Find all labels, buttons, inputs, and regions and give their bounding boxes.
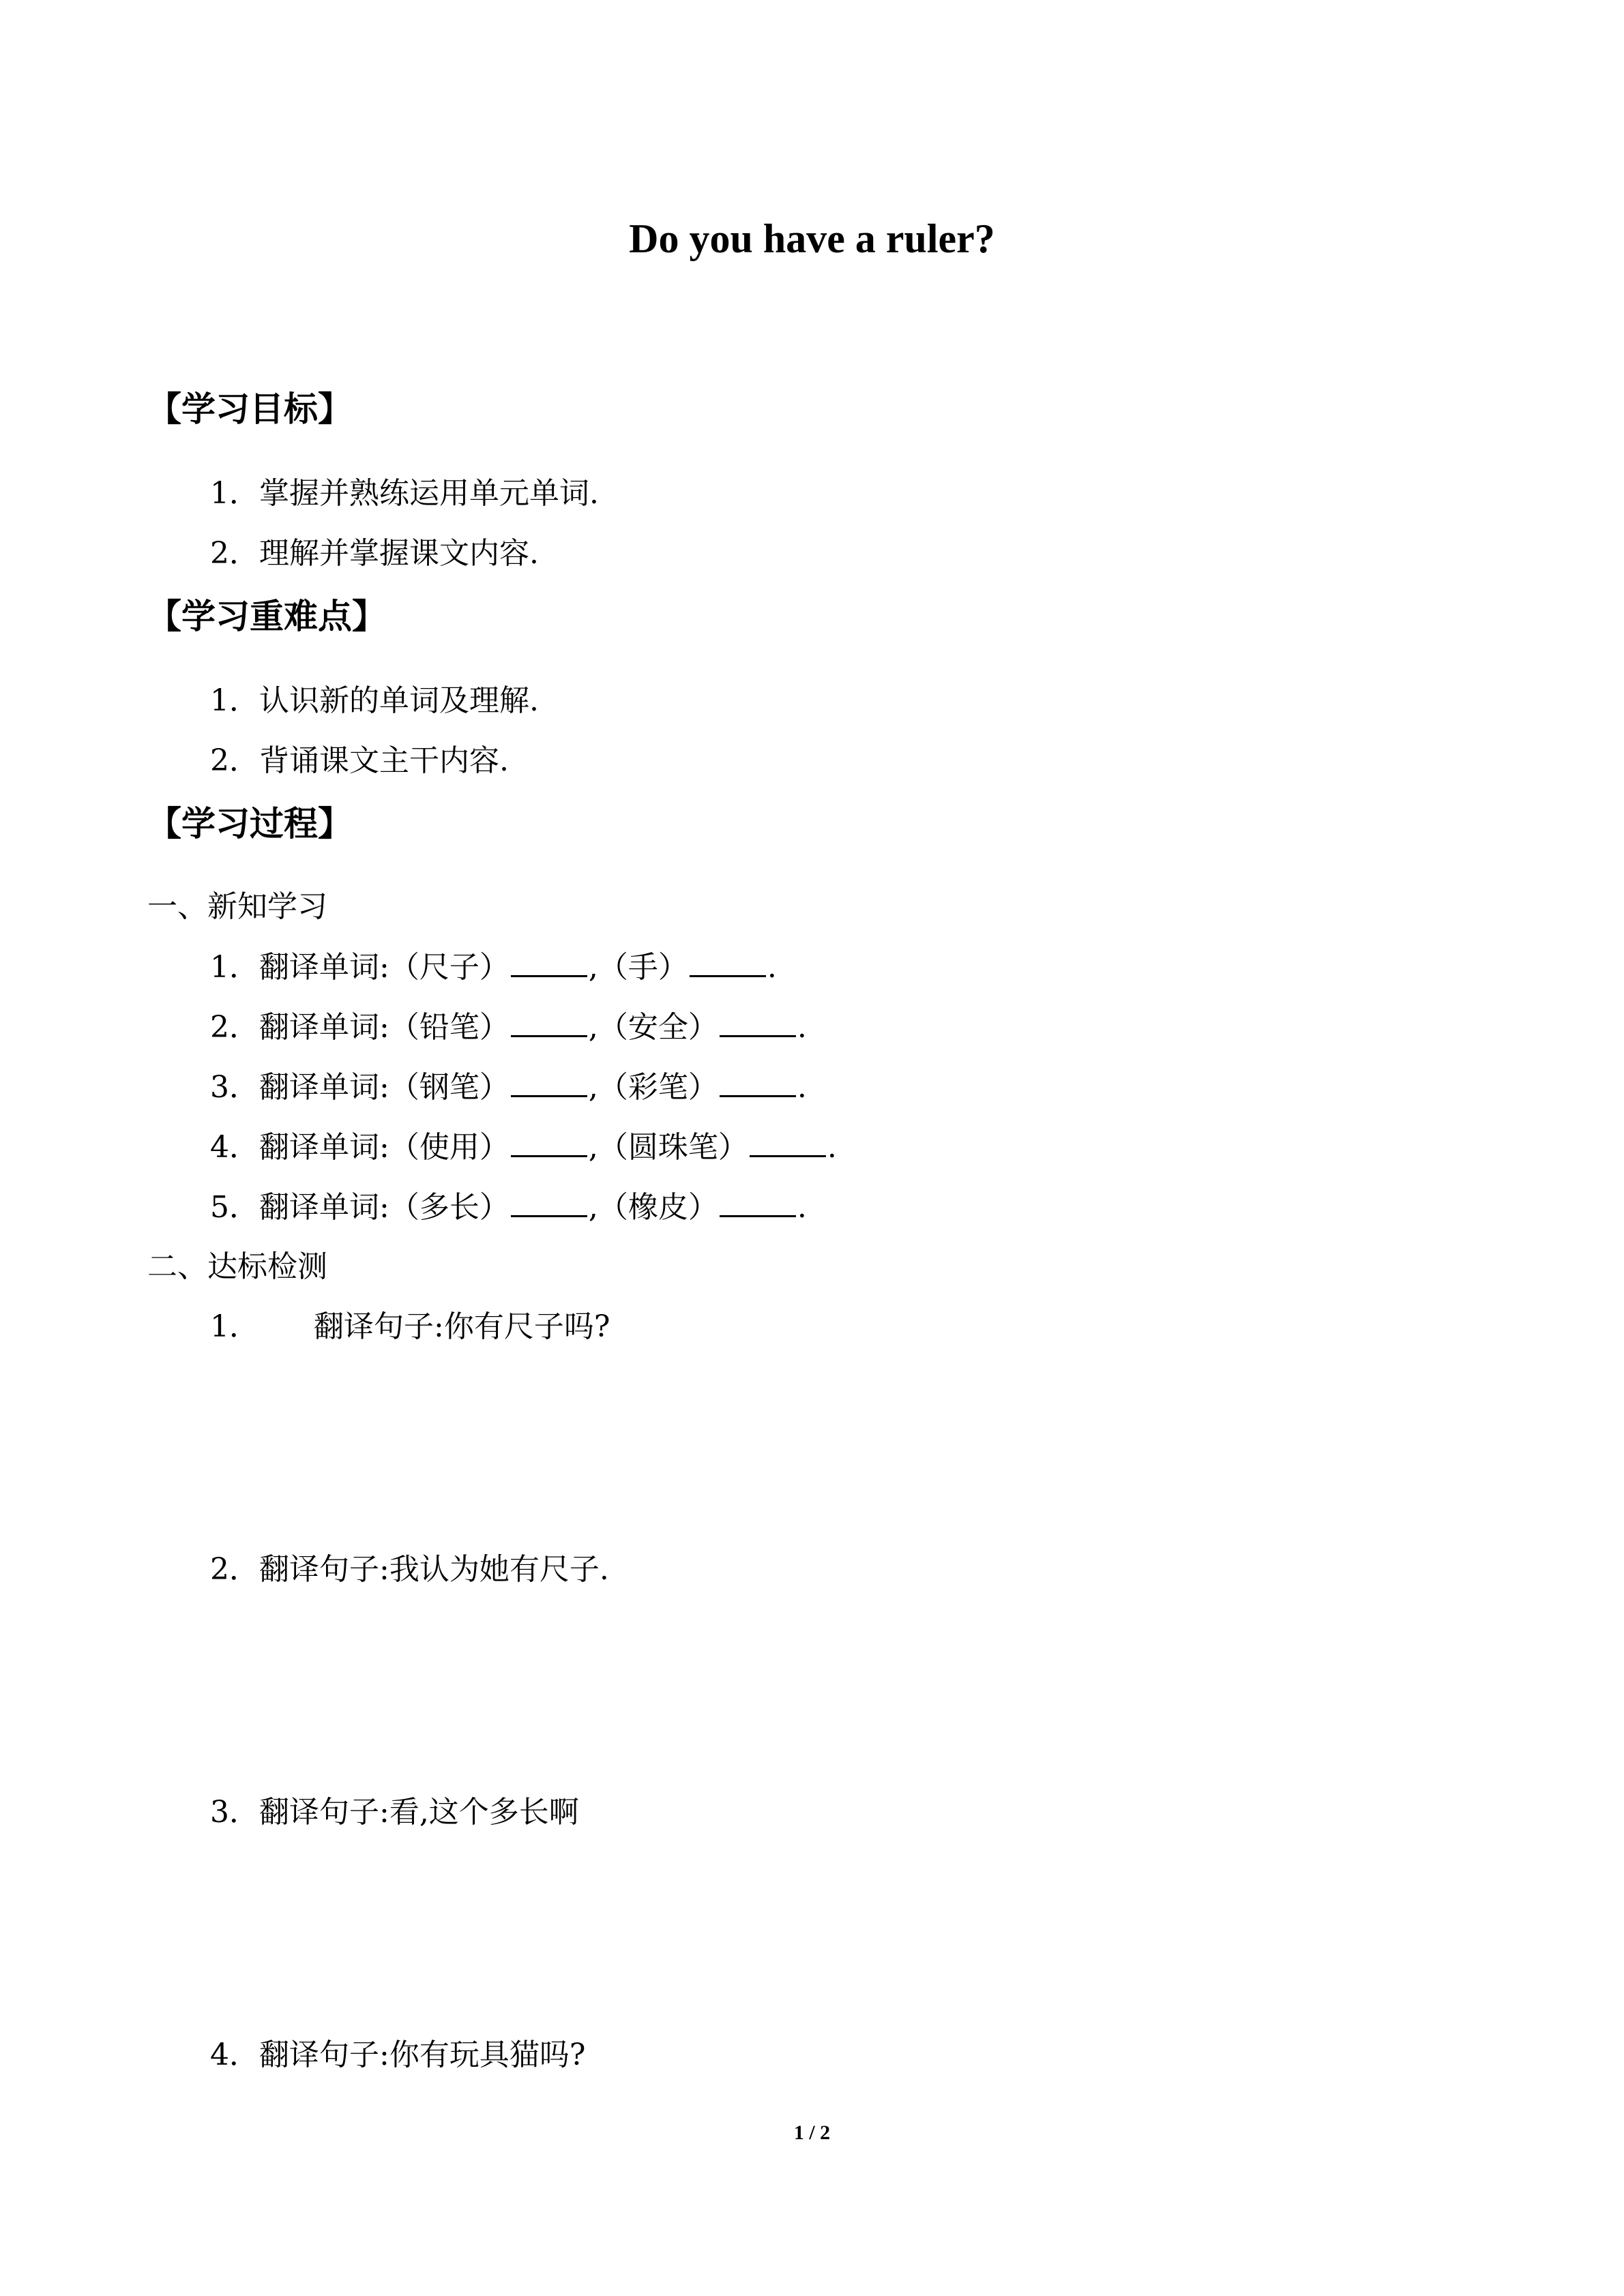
- vocab-item-2: [210, 1008, 807, 1047]
- sentence-item-1: [210, 1308, 610, 1346]
- answer-blank[interactable]: [690, 948, 766, 977]
- item-number: 4．: [210, 1130, 259, 1165]
- item-middle: ,（圆珠笔）: [588, 1130, 748, 1165]
- item-number: 2．: [210, 743, 259, 778]
- item-number: 1．: [210, 476, 259, 511]
- answer-blank[interactable]: [720, 1068, 796, 1097]
- item-middle: ,（安全）: [588, 1010, 718, 1045]
- answer-blank[interactable]: [511, 1128, 587, 1157]
- item-prefix: 翻译单词:（尺子）: [259, 950, 510, 985]
- answer-blank[interactable]: [750, 1128, 826, 1157]
- goal-item-2: [210, 535, 539, 573]
- answer-blank[interactable]: [511, 1068, 587, 1097]
- answer-blank[interactable]: [511, 1188, 587, 1217]
- item-text: 掌握并熟练运用单元单词.: [259, 476, 599, 511]
- sentence-item-4: [210, 2036, 585, 2074]
- item-end: .: [797, 1010, 807, 1045]
- item-end: .: [797, 1190, 807, 1225]
- item-text: 翻译句子:你有玩具猫吗?: [259, 2038, 586, 2072]
- item-text: 翻译句子:我认为她有尺子.: [259, 1552, 609, 1587]
- heading-key-points: 【学习重难点】: [147, 597, 386, 636]
- item-number: 4．: [210, 2038, 259, 2072]
- document-title: Do you have a ruler?: [629, 216, 995, 261]
- item-middle: ,（彩笔）: [588, 1070, 718, 1105]
- subheading-assessment: 二、达标检测: [147, 1249, 327, 1284]
- answer-blank[interactable]: [720, 1008, 796, 1037]
- item-prefix: 翻译单词:（多长）: [259, 1190, 510, 1225]
- item-text: 认识新的单词及理解.: [259, 683, 539, 718]
- vocab-item-3: [210, 1068, 807, 1107]
- item-number: 3．: [210, 1795, 259, 1830]
- item-number: 5．: [210, 1190, 259, 1225]
- answer-blank[interactable]: [720, 1188, 796, 1217]
- item-number: 2．: [210, 1010, 259, 1045]
- item-number: 1．: [210, 1309, 259, 1344]
- heading-learning-process: 【学习过程】: [147, 804, 352, 844]
- heading-learning-goals: 【学习目标】: [147, 389, 352, 429]
- item-text: 背诵课文主干内容.: [259, 743, 509, 778]
- item-number: 3．: [210, 1070, 259, 1105]
- item-text: 理解并掌握课文内容.: [259, 536, 539, 571]
- item-number: 1．: [210, 950, 259, 985]
- item-middle: ,（手）: [588, 950, 688, 985]
- item-prefix: 翻译单词:（铅笔）: [259, 1010, 510, 1045]
- page-number: 1 / 2: [793, 2121, 831, 2144]
- item-prefix: 翻译单词:（使用）: [259, 1130, 510, 1165]
- item-number: 2．: [210, 536, 259, 571]
- key-point-item-2: [210, 742, 509, 780]
- answer-blank[interactable]: [511, 948, 587, 977]
- item-middle: ,（橡皮）: [588, 1190, 718, 1225]
- item-prefix: 翻译单词:（钢笔）: [259, 1070, 510, 1105]
- vocab-item-4: [210, 1128, 837, 1167]
- answer-blank[interactable]: [511, 1008, 587, 1037]
- key-point-item-1: [210, 682, 539, 720]
- item-number: 1．: [210, 683, 259, 718]
- goal-item-1: [210, 475, 599, 513]
- subheading-new-knowledge: 一、新知学习: [147, 889, 327, 924]
- vocab-item-1: [210, 948, 777, 987]
- item-end: .: [827, 1130, 837, 1165]
- item-number: 2．: [210, 1552, 259, 1587]
- vocab-item-5: [210, 1188, 807, 1227]
- item-end: .: [797, 1070, 807, 1105]
- item-text: 翻译句子:看,这个多长啊: [259, 1795, 579, 1830]
- item-end: .: [767, 950, 777, 985]
- sentence-item-2: [210, 1551, 609, 1589]
- item-text: 翻译句子:你有尺子吗?: [314, 1309, 610, 1344]
- sentence-item-3: [210, 1793, 579, 1832]
